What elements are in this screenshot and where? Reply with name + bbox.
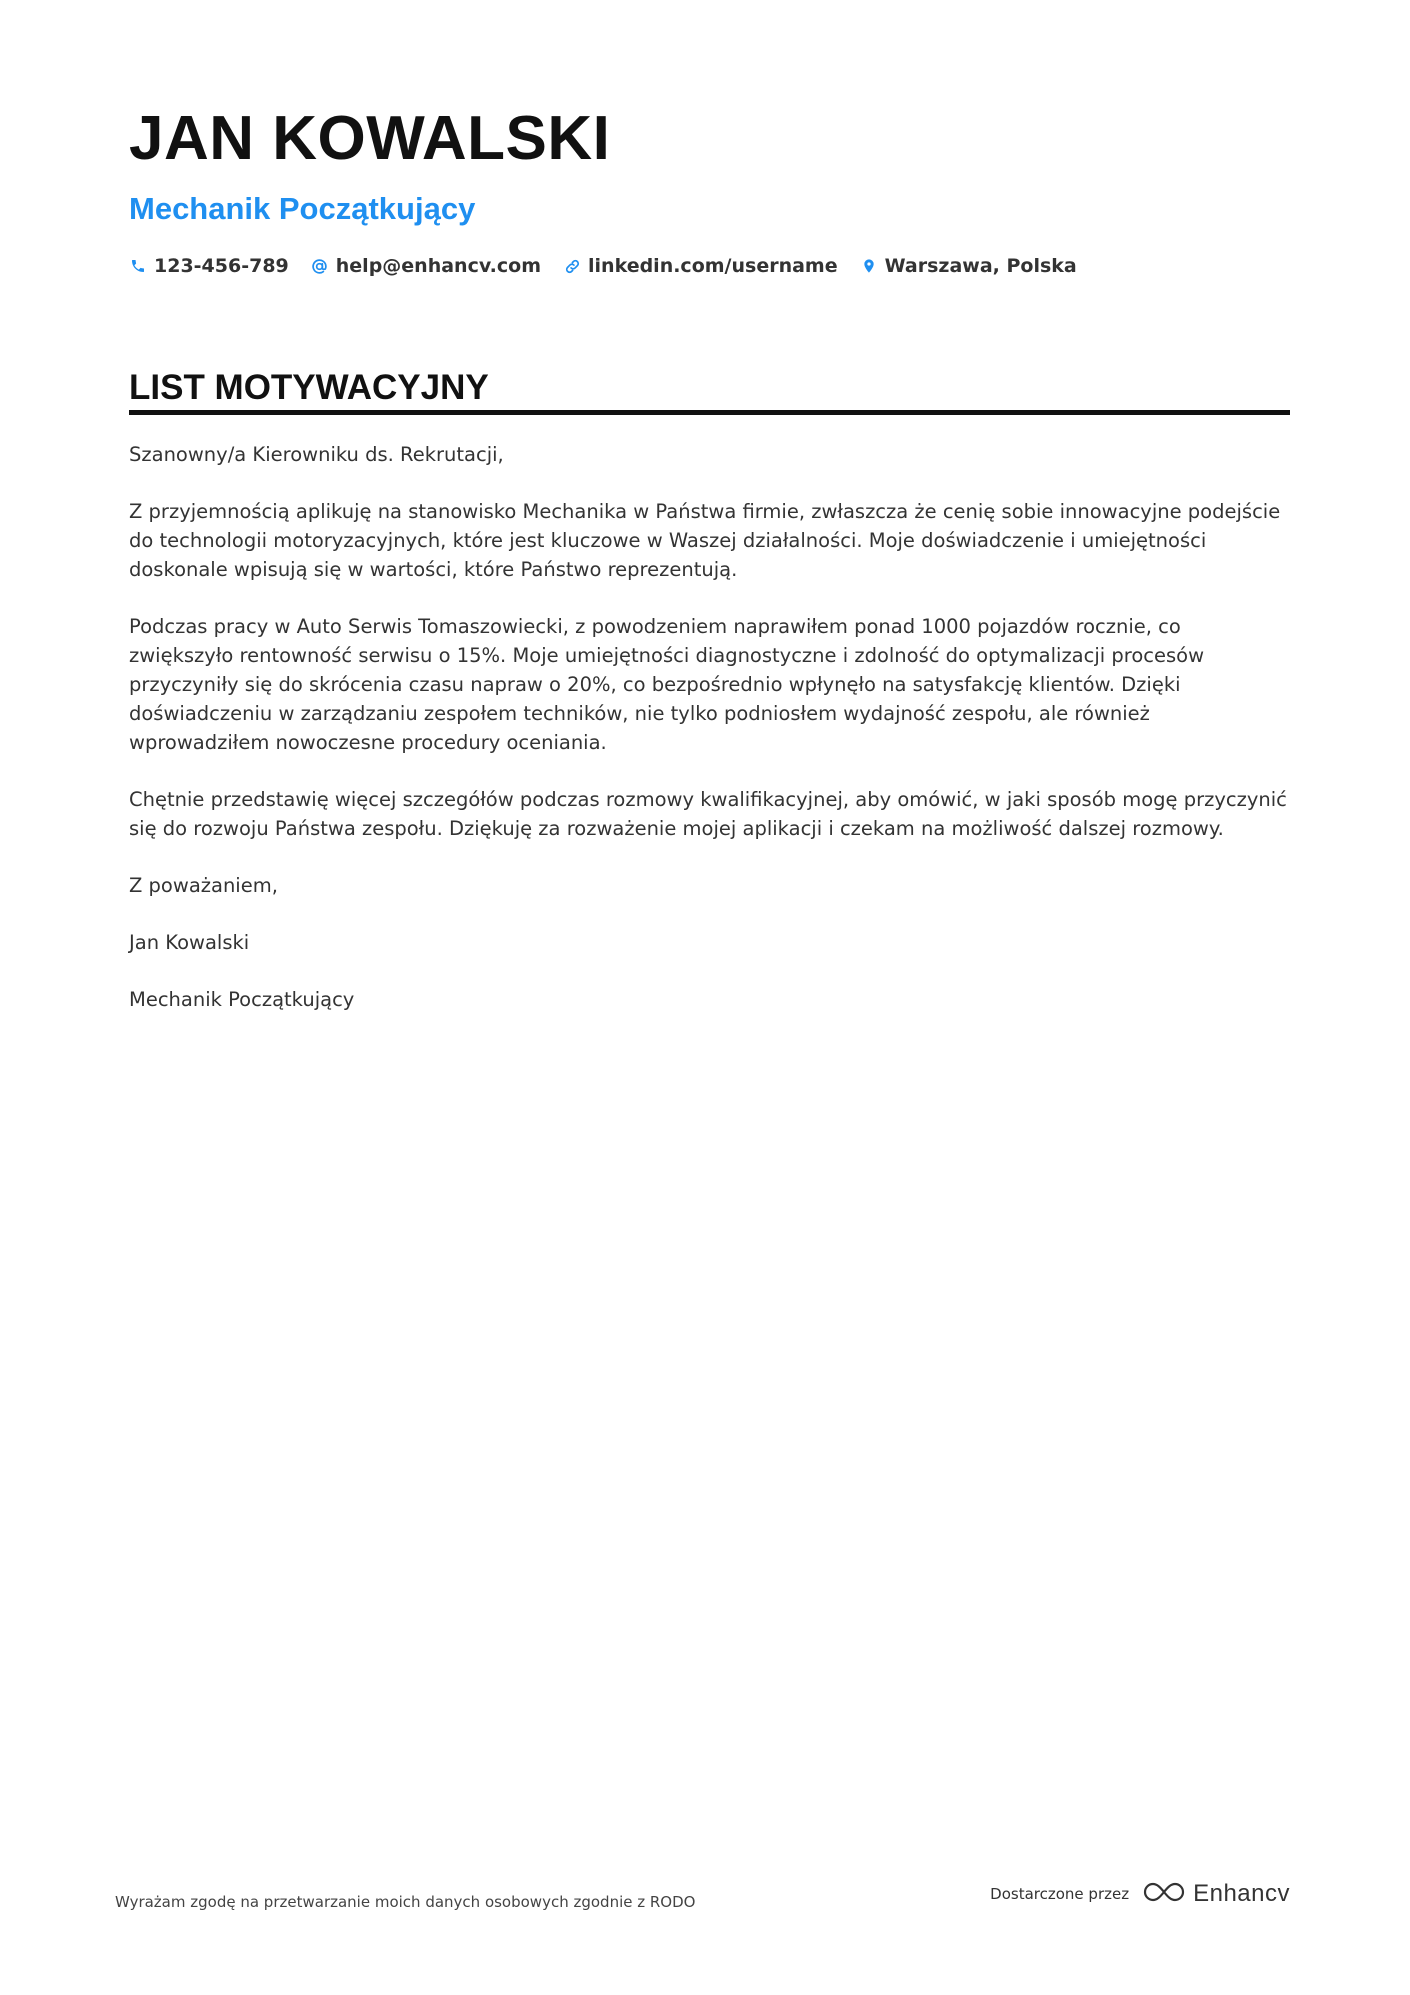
contact-email[interactable] <box>311 255 541 277</box>
contact-linkedin[interactable] <box>563 255 838 277</box>
paragraph-1: Z przyjemnością aplikuję na stanowisko Mechanika w Państwa firmie, zwłaszcza że cenię sobie innowacyjne podejście do technologii motoryzacyjnych, które jest kluczowe w Waszej działalności. Moje doświadczenie i umiejętności doskonale wpisują się w wartości, które Państwo reprezentują. <box>129 500 1281 581</box>
salutation: Szanowny/a Kierowniku ds. Rekrutacji, <box>129 443 504 466</box>
section-heading: LIST MOTYWACYJNY <box>129 368 489 407</box>
job-title: Mechanik Początkujący <box>129 191 476 226</box>
contact-phone <box>129 255 289 277</box>
infinity-logo-icon <box>1141 1880 1187 1908</box>
consent-text: Wyrażam zgodę na przetwarzanie moich danych osobowych zgodnie z RODO <box>115 1893 696 1911</box>
phone-text: 123-456-789 <box>154 255 289 277</box>
email-text[interactable]: help@enhancv.com <box>335 255 542 277</box>
brand-name: Enhancv <box>1193 1880 1290 1907</box>
linkedin-text[interactable]: linkedin.com/username <box>588 255 838 277</box>
applicant-name: JAN KOWALSKI <box>129 104 611 173</box>
location-text: Warszawa, Polska <box>884 255 1077 277</box>
phone-icon <box>129 257 147 275</box>
powered-by[interactable] <box>990 1880 1290 1908</box>
powered-by-label: Dostarczone przez <box>990 1885 1130 1903</box>
at-icon <box>311 257 329 275</box>
signature-title: Mechanik Początkujący <box>129 988 355 1011</box>
paragraph-2: Podczas pracy w Auto Serwis Tomaszowiecki, z powodzeniem naprawiłem ponad 1000 pojazdów rocznie, co zwiększyło rentowność serwisu o 15%. Moje umiejętności diagnostyczne i zdolność do optymalizacji procesów przyczyniły się do skrócenia czasu napraw o 20%, co bezpośrednio wpłynęło na satysfakcję klientów. Dzięki doświadczeniu w zarządzaniu zespołem techników, nie tylko podniosłem wydajność zespołu, ale również wprowadziłem nowoczesne procedury oceniania. <box>129 615 1205 754</box>
contact-location <box>860 255 1077 277</box>
closing: Z poważaniem, <box>129 874 278 897</box>
heading-divider <box>129 410 1290 415</box>
signature-name: Jan Kowalski <box>129 931 250 954</box>
location-pin-icon <box>860 257 878 275</box>
link-icon <box>563 257 581 275</box>
paragraph-3: Chętnie przedstawię więcej szczegółów podczas rozmowy kwalifikacyjnej, aby omówić, w jaki sposób mogę przyczynić się do rozwoju Państwa zespołu. Dziękuję za rozważenie mojej aplikacji i czekam na możliwość dalszej rozmowy. <box>129 788 1287 840</box>
contact-bar <box>129 255 1099 277</box>
letter-body <box>129 440 1290 1042</box>
